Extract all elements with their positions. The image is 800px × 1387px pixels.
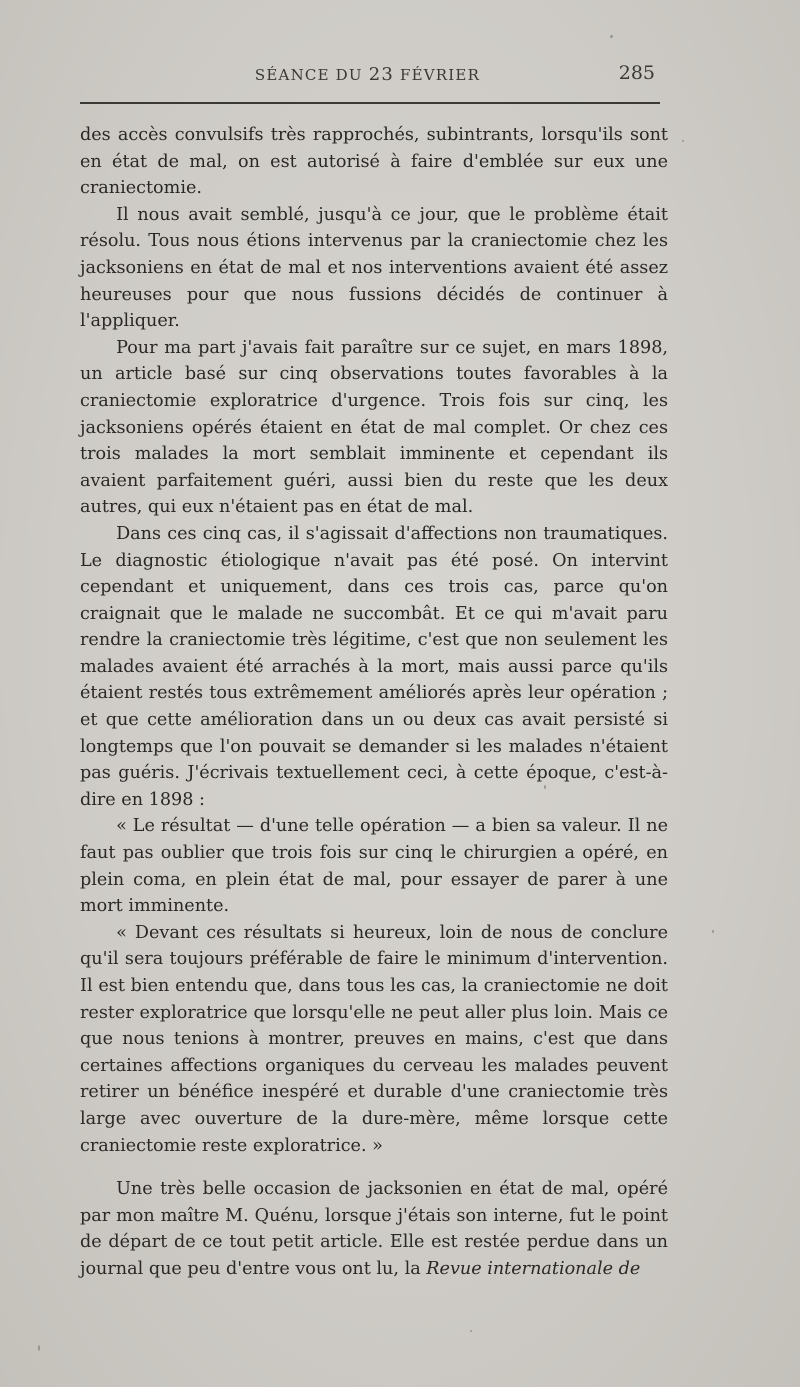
scan-speck	[712, 930, 714, 933]
running-title	[80, 64, 655, 85]
running-title-end: FÉVRIER	[394, 66, 481, 84]
paragraph-last-text: Une très belle occasion de jacksonien en état de mal, opéré par mon maître M. Quénu, lorsque j'étais son interne, fut le point de départ de ce tout petit article. Elle est restée perdue dans un journal que peu d'entre vous ont lu, la	[80, 1179, 668, 1279]
paragraph: Pour ma part j'avais fait paraître sur ce sujet, en mars 1898, un article basé sur cinq observations toutes favorables à la craniectomie exploratrice d'urgence. Trois fois sur cinq, les jacksoniens opérés étaient en état de mal complet. Or chez ces trois malades la mort semblait imminente et cependant ils avaient parfaitement guéri, aussi bien du reste que les deux autres, qui eux n'étaient pas en état de mal.	[80, 337, 668, 518]
scan-speck	[470, 1330, 472, 1332]
body-text	[80, 122, 668, 1283]
paragraph-continued: des accès convulsifs très rapprochés, subintrants, lorsqu'ils sont en état de mal, on est autorisé à faire d'emblée sur eux une craniectomie.	[80, 125, 668, 199]
paragraph: Dans ces cinq cas, il s'agissait d'affections non traumatiques. Le diagnostic étiologique n'avait pas été posé. On intervint cependant et uniquement, dans ces trois cas, parce qu'on craignait que le malade ne succombât. Et ce qui m'avait paru rendre la craniectomie très légitime, c'est que non seulement les malades avaient été arrachés à la mort, mais aussi parce qu'ils étaient restés tous extrêmement améliorés après leur opération ; et que cette amélioration dans un ou deux cas avait persisté si longtemps que l'on pouvait se demander si les malades n'étaient pas guéris. J'écrivais textuellement ceci, à cette époque, c'est-à-dire en 1898 :	[80, 523, 668, 810]
running-title-start: SÉANCE DU	[254, 66, 369, 84]
page-header	[80, 58, 655, 92]
scan-speck	[38, 1345, 40, 1351]
journal-title-italic: Revue internationale de	[426, 1258, 641, 1279]
scan-speck	[544, 785, 546, 789]
scan-speck	[682, 140, 684, 142]
running-title-date: 23	[368, 64, 395, 85]
scan-speck	[610, 35, 613, 38]
paragraph-last	[80, 1176, 668, 1282]
quote-paragraph: « Le résultat — d'une telle opération — a bien sa valeur. Il ne faut pas oublier que trois fois sur cinq le chirurgien a opéré, en plein coma, en plein état de mal, pour essayer de parer à une mort imminente.	[80, 816, 668, 917]
paragraph: Il nous avait semblé, jusqu'à ce jour, que le problème était résolu. Tous nous étions intervenus par la craniectomie chez les jacksoniens en état de mal et nos interventions avaient été assez heureuses pour que nous fussions décidés de continuer à l'appliquer.	[80, 204, 668, 332]
page-number: 285	[618, 62, 655, 84]
quote-paragraph: « Devant ces résultats si heureux, loin de nous de conclure qu'il sera toujours préférable de faire le minimum d'intervention. Il est bien entendu que, dans tous les cas, la craniectomie ne doit rester exploratrice que lorsqu'elle ne peut aller plus loin. Mais ce que nous tenions à montrer, preuves en mains, c'est que dans certaines affections organiques du cerveau les malades peuvent retirer un bénéfice inespéré et durable d'une craniectomie très large avec ouverture de la dure-mère, même lorsque cette craniectomie reste exploratrice. »	[80, 922, 668, 1156]
header-rule	[80, 102, 660, 104]
